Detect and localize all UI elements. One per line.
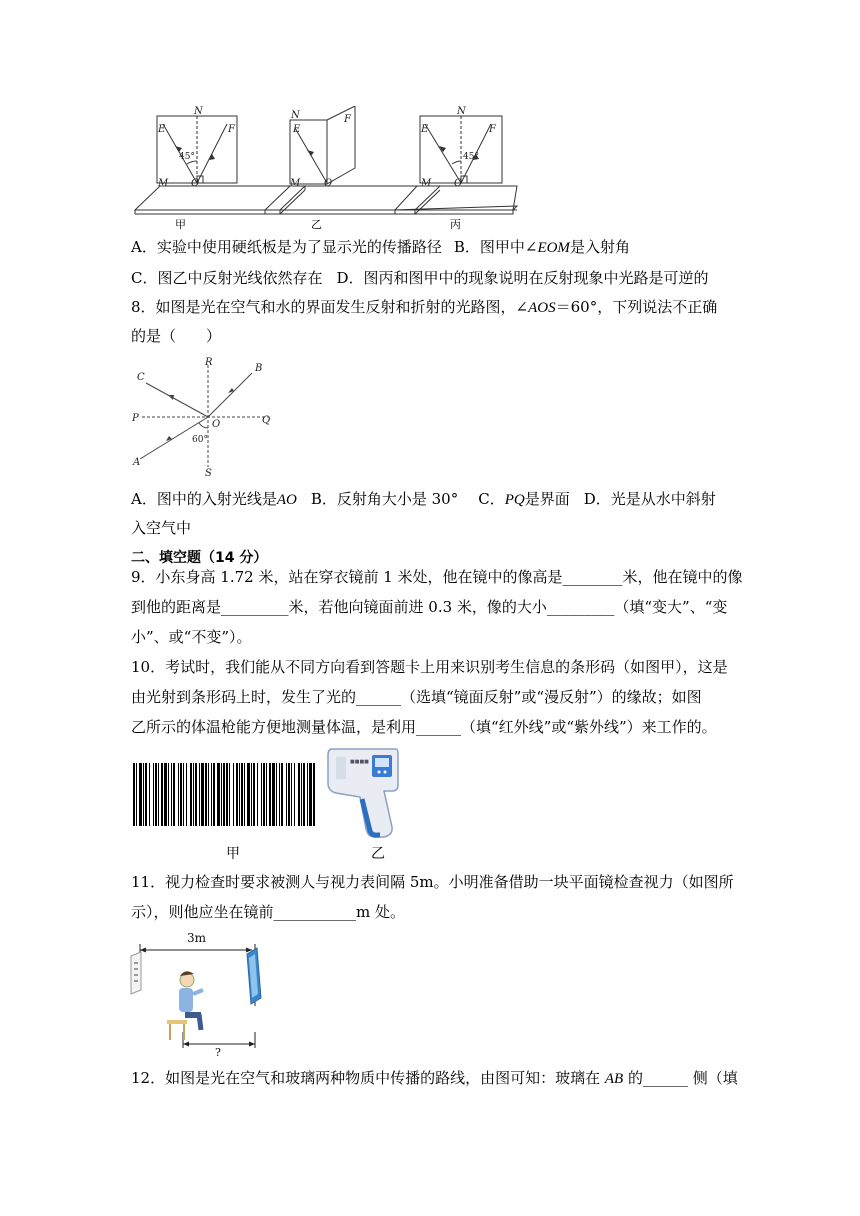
barcode-bar (272, 763, 275, 826)
fig-jia-angle: 45° (179, 152, 195, 162)
barcode-bar (161, 763, 163, 826)
q12-line1: 12．如图是光在空气和玻璃两种物质中传播的路线，由图可知：玻璃在 AB 的______ 侧（填 (131, 1069, 738, 1087)
q8-option-d: D．光是从水中斜射 (583, 490, 716, 508)
section-heading: 二、填空题（14 分） (131, 550, 268, 566)
q8-ray-diagram (128, 355, 288, 477)
q9-line3: 小”、或“不变”）。 (131, 628, 252, 646)
fig-bing-label-N: N (457, 106, 466, 117)
q8-label-R: R (205, 357, 213, 368)
barcode-bar (186, 763, 187, 826)
fig-bing-label-F: F (489, 124, 496, 135)
q8-label-B: B (255, 363, 263, 374)
barcode-bar (139, 763, 142, 826)
barcode-bar (309, 763, 312, 826)
q9-line1: 9．小东身高 1.72 米，站在穿衣镜前 1 米处，他在镜中的像高是________米，他在镜中的像 (131, 568, 743, 586)
barcode-bar (221, 763, 222, 826)
barcode-bar (199, 763, 200, 826)
barcode-bar (195, 763, 197, 826)
fig-yi-label-N: N (291, 110, 300, 121)
q8-angle-label: 60° (192, 435, 208, 445)
q10-line2: 由光射到条形码上时，发生了光的______（选填“镜面反射”或“漫反射”）的缘故；如图 (131, 688, 702, 706)
barcode-bar (266, 763, 267, 826)
barcode-bar (279, 763, 280, 826)
barcode-bar (173, 763, 175, 826)
fig-bing-angle: 45° (463, 152, 479, 162)
q8-options-row1 (131, 489, 716, 510)
q8-stem-line2: 的是（ ） (131, 327, 222, 345)
barcode-bar (133, 763, 135, 826)
fig-bing-label-M: M (421, 178, 432, 189)
barcode-bar (193, 763, 194, 826)
q8-label-O: O (212, 419, 221, 430)
barcode-bar (183, 763, 184, 826)
barcode-bar (257, 763, 258, 826)
q8-stem-line1: 8．如图是光在空气和水的界面发生反射和折射的光路图，∠AOS＝60°，下列说法不正确 (131, 298, 718, 316)
thermometer-gun-image (322, 743, 400, 843)
fig-yi-label-F: F (344, 114, 351, 125)
barcode-bar (208, 763, 209, 826)
q11-dim-unknown: ? (215, 1046, 221, 1056)
barcode-bar (149, 763, 150, 826)
barcode-bar (180, 763, 182, 826)
barcode-bar (136, 763, 137, 826)
barcode-bar (239, 763, 240, 826)
q9-line2: 到他的距离是_________米，若他向镜面前进 0.3 米，像的大小_________（填“变大”、“变 (131, 598, 728, 616)
q7-options-row1 (131, 237, 630, 258)
barcode-bar (178, 763, 179, 826)
fig-jia-label-N: N (194, 106, 203, 117)
barcode-bar (286, 763, 287, 826)
barcode-bar (313, 763, 315, 826)
q7-option-b: B．图甲中∠EOM是入射角 (453, 238, 630, 256)
barcode-bar (236, 763, 238, 826)
q7-option-c: C．图乙中反射光线依然存在 (131, 269, 323, 287)
barcode-bar (291, 763, 292, 826)
q11-dim-3m: 3m (187, 931, 207, 945)
barcode-bar (213, 763, 215, 826)
fig-bing-caption: 丙 (450, 218, 461, 231)
fig-yi-label-O: O (324, 178, 333, 189)
fig-jia-label-E: E (158, 124, 166, 135)
barcode-bar (241, 763, 243, 826)
q8-label-C: C (137, 372, 145, 383)
barcode-bar (168, 763, 169, 826)
q7-option-a: A．实验中使用硬纸板是为了显示光的传播路径 (131, 238, 442, 256)
q11-line2: 示），则他应坐在镜前___________m 处。 (131, 903, 405, 921)
barcode-bar (205, 763, 207, 826)
barcode-bar (190, 763, 192, 826)
barcode-bar (253, 763, 255, 826)
barcode-bar (226, 763, 228, 826)
barcode-bar (281, 763, 283, 826)
fig-jia-label-O: O (191, 178, 200, 189)
barcode-bar (298, 763, 300, 826)
q8-label-A: A (133, 457, 141, 468)
q8-label-S: S (205, 468, 212, 477)
fig-bing-label-E: E (421, 124, 429, 135)
barcode-bar (211, 763, 212, 826)
barcode-bar (155, 763, 157, 826)
barcode-bar (201, 763, 204, 826)
q8-option-c: C．PQ是界面 (478, 490, 570, 508)
barcode-bar (143, 763, 144, 826)
barcode-bar (229, 763, 230, 826)
barcode-bar (263, 763, 265, 826)
barcode-bar (244, 763, 245, 826)
barcode-bar (307, 763, 308, 826)
q11-eye-test-diagram (127, 928, 277, 1056)
barcode-bar (261, 763, 262, 826)
barcode-bar (171, 763, 172, 826)
barcode-bar (288, 763, 290, 826)
barcode-bar (153, 763, 154, 826)
q7-diagram (125, 106, 525, 234)
thermometer-caption: 乙 (371, 846, 385, 862)
barcode-image (133, 763, 315, 826)
fig-jia-label-M: M (158, 178, 169, 189)
barcode-caption: 甲 (226, 846, 240, 862)
barcode-bar (223, 763, 225, 826)
barcode-bar (247, 763, 250, 826)
barcode-bar (294, 763, 295, 826)
q8-option-a: A．图中的入射光线是AO (131, 490, 297, 508)
fig-yi-label-E: E (293, 124, 301, 135)
barcode-bar (301, 763, 302, 826)
fig-yi-label-M: M (290, 178, 301, 189)
q8-option-b: B．反射角大小是 30° (310, 490, 459, 508)
barcode-bar (251, 763, 252, 826)
q11-line1: 11．视力检查时要求被测人与视力表间隔 5m。小明准备借助一块平面镜检查视力（如图所 (131, 873, 734, 891)
q7-option-d: D．图丙和图甲中的现象说明在反射现象中光路是可逆的 (336, 269, 709, 287)
barcode-bar (276, 763, 277, 826)
fig-jia-caption: 甲 (175, 218, 186, 231)
barcode-bar (158, 763, 159, 826)
q8-label-P: P (132, 413, 139, 424)
barcode-bar (303, 763, 305, 826)
fig-yi-caption: 乙 (311, 218, 322, 231)
q7-options-row2 (131, 268, 709, 288)
barcode-bar (217, 763, 220, 826)
svg-text:■■■■: ■■■■ (350, 759, 369, 765)
fig-bing-label-O: O (454, 178, 463, 189)
q8-option-d-cont: 入空气中 (131, 519, 192, 537)
barcode-bar (145, 763, 147, 826)
barcode-bar (269, 763, 271, 826)
q10-line3: 乙所示的体温枪能方便地测量体温，是利用______（填“红外线”或“紫外线”）来工作的。 (131, 718, 717, 736)
barcode-bar (233, 763, 234, 826)
fig-jia-label-F: F (228, 124, 235, 135)
barcode-bar (164, 763, 167, 826)
q8-label-Q: Q (262, 415, 271, 426)
q10-line1: 10．考试时，我们能从不同方向看到答题卡上用来识别考生信息的条形码（如图甲），这是 (131, 658, 728, 676)
